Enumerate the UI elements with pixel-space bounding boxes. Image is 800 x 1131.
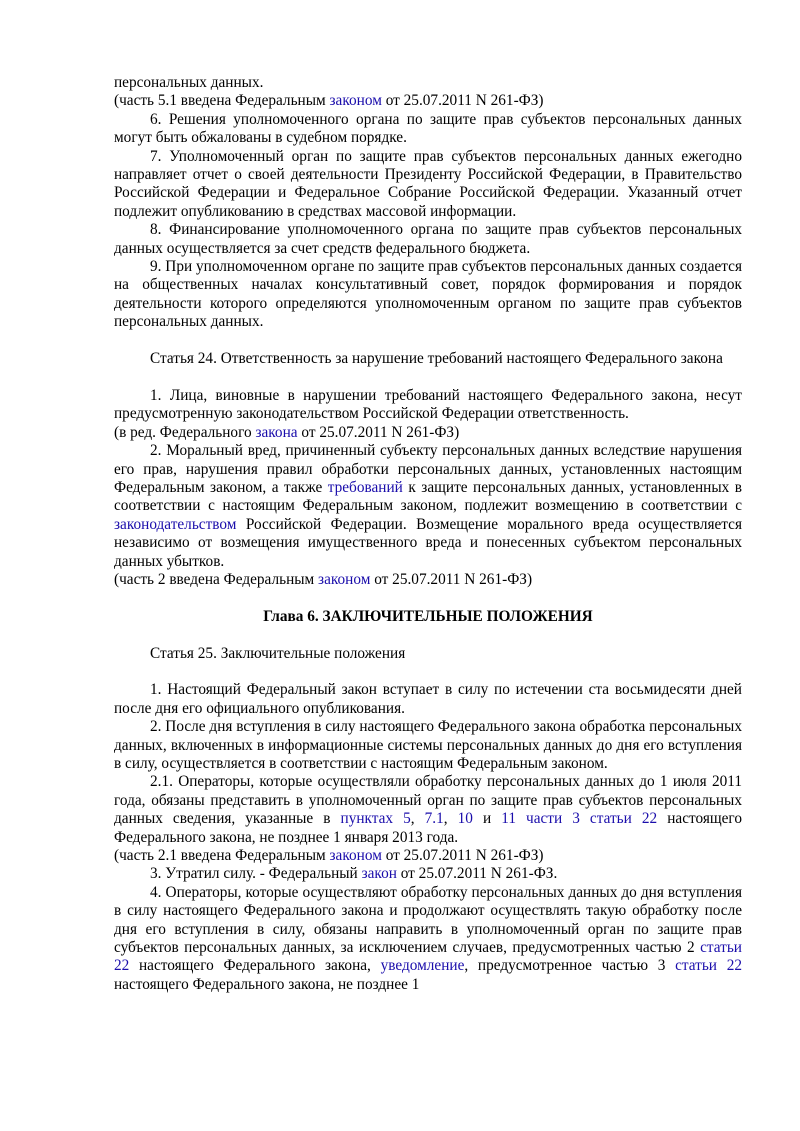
law-link[interactable]: законом [329, 846, 382, 864]
amendment-note: (часть 5.1 введена Федеральным законом от 25.07.2011 N 261-ФЗ) [114, 92, 544, 110]
article-24-paragraph-1: 1. Лица, виновные в нарушении требований настоящего Федерального закона, несут предусмотренную законодательством Российской Федерации ответственность. [114, 386, 742, 423]
items-5-link[interactable]: пунктах 5 [340, 810, 411, 828]
law-link[interactable]: законом [329, 92, 382, 110]
article-25-paragraph-2-1: 2.1. Операторы, которые осуществляли обработку персональных данных до 1 июля 2011 года, обязаны представить в уполномоченный орган по защите прав субъектов персональных данных сведения, указанные в пунктах 5, 7.1, 10 и 11 части 3 статьи 22 настоящего Федерального закона, не позднее 1 января 2013 года. [114, 773, 742, 846]
legislation-link[interactable]: законодательством [114, 515, 237, 533]
article-25-paragraph-3: 3. Утратил силу. - Федеральный закон от 25.07.2011 N 261-ФЗ. [150, 865, 558, 883]
law-link[interactable]: закон [361, 865, 397, 883]
paragraph-6: 6. Решения уполномоченного органа по защите прав субъектов персональных данных могут быть обжалованы в судебном порядке. [114, 110, 742, 147]
article-24-paragraph-2: 2. Моральный вред, причиненный субъекту персональных данных вследствие нарушения его прав, нарушения правил обработки персональных данных, установленных настоящим Федеральным законом, а также требований к защите персональных данных, установленных в соответствии с настоящим Федеральным законом, подлежит возмещению в соответствии с законодательством Российской Федерации. Возмещение морального вреда осуществляется независимо от возмещения имущественного вреда и понесенных субъектом персональных данных убытков. [114, 442, 742, 570]
notification-link[interactable]: уведомление [380, 957, 465, 975]
article-22-part-3-link[interactable]: 11 части 3 статьи 22 [501, 810, 658, 828]
document-page [114, 74, 742, 994]
item-7-1-link[interactable]: 7.1 [424, 810, 444, 828]
article-25-paragraph-1: 1. Настоящий Федеральный закон вступает в силу по истечении ста восьмидесяти дней после дня его официального опубликования. [114, 681, 742, 717]
chapter-6-heading: Глава 6. ЗАКЛЮЧИТЕЛЬНЫЕ ПОЛОЖЕНИЯ [263, 607, 593, 625]
article-25-paragraph-2: 2. После дня вступления в силу настоящего Федерального закона обработка персональных данных, включенных в информационные системы персональных данных до дня его вступления в силу, осуществляется в соответствии с настоящим Федеральным законом. [114, 718, 742, 772]
article-24-title: Статья 24. Ответственность за нарушение требований настоящего Федерального закона [150, 350, 723, 368]
amendment-note: (в ред. Федерального закона от 25.07.2011 N 261-ФЗ) [114, 423, 460, 441]
paragraph-7: 7. Уполномоченный орган по защите прав субъектов персональных данных ежегодно направляет отчет о своей деятельности Президенту Российской Федерации, в Правительство Российской Федерации и Федеральное Собрание Российской Федерации. Указанный отчет подлежит опубликованию в средствах массовой информации. [114, 147, 742, 220]
amendment-note: (часть 2.1 введена Федеральным законом от 25.07.2011 N 261-ФЗ) [114, 846, 544, 864]
article-25-title: Статья 25. Заключительные положения [150, 644, 406, 662]
article-22-link[interactable]: статьи 22 [675, 957, 742, 975]
requirements-link[interactable]: требований [327, 478, 403, 496]
paragraph-continuation: персональных данных. [114, 74, 264, 91]
amendment-note: (часть 2 введена Федеральным законом от 25.07.2011 N 261-ФЗ) [114, 570, 533, 588]
article-22-link[interactable]: статьи 22 [114, 939, 742, 975]
article-25-paragraph-4: 4. Операторы, которые осуществляют обработку персональных данных до дня вступления в силу настоящего Федерального закона и продолжают осуществлять такую обработку после дня его вступления в силу, обязаны направить в уполномоченный орган по защите прав субъектов персональных данных, за исключением случаев, предусмотренных частью 2 статьи 22 настоящего Федерального закона, уведомление, предусмотренное частью 3 статьи 22 настоящего Федерального закона, не позднее 1 [114, 883, 742, 993]
law-link[interactable]: закона [255, 423, 298, 441]
paragraph-9: 9. При уполномоченном органе по защите прав субъектов персональных данных создается на общественных началах консультативный совет, порядок формирования и порядок деятельности которого определяются уполномоченным органом по защите прав субъектов персональных данных. [114, 258, 742, 331]
item-10-link[interactable]: 10 [457, 810, 473, 828]
law-link[interactable]: законом [318, 570, 371, 588]
paragraph-8: 8. Финансирование уполномоченного органа по защите прав субъектов персональных данных осуществляется за счет средств федерального бюджета. [114, 221, 742, 257]
